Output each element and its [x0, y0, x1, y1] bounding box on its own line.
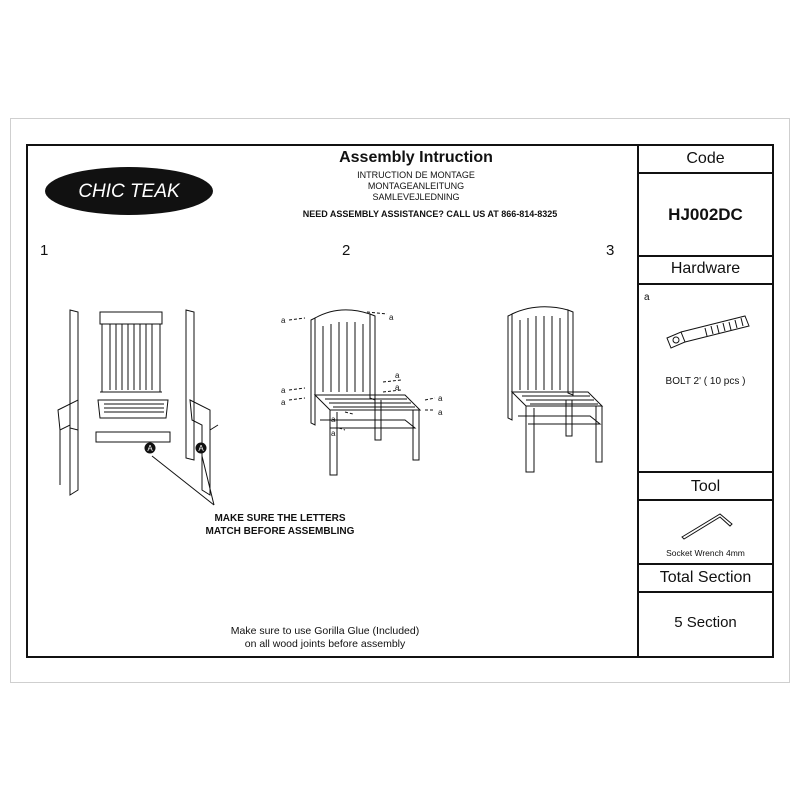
- code-value: HJ002DC: [668, 205, 743, 224]
- divider-code: [637, 172, 774, 174]
- step2-assembly-diagram: [275, 300, 455, 480]
- divider-tool-item: [637, 563, 774, 565]
- hardware-label: Hardware: [670, 260, 741, 277]
- subtitle-danish: SAMLEVEJLEDNING: [372, 192, 460, 202]
- chic-teak-logo: [44, 166, 214, 216]
- tool-label: Tool: [690, 478, 721, 495]
- hw-label-8: a: [438, 408, 443, 417]
- total-section-label: Total Section: [659, 569, 752, 586]
- divider-total: [637, 591, 774, 593]
- step3-finished-chair: [500, 300, 620, 480]
- glue-note-line1: Make sure to use Gorilla Glue (Included): [230, 625, 420, 637]
- divider-hardware-item: [637, 471, 774, 473]
- step1-exploded-chair: [50, 300, 230, 510]
- step-number-3: 3: [606, 242, 615, 259]
- subtitle-french: INTRUCTION DE MONTAGE: [357, 170, 475, 180]
- bolt-icon: [665, 312, 755, 352]
- divider-hardware: [637, 283, 774, 285]
- hw-label-6: a: [395, 383, 400, 392]
- subtitle-german: MONTAGEANLEITUNG: [367, 181, 465, 191]
- marker-a-left: [145, 443, 156, 454]
- divider-code-value: [637, 255, 774, 257]
- hardware-item: BOLT 2' ( 10 pcs ): [665, 376, 746, 387]
- socket-wrench-icon: [680, 510, 740, 540]
- marker-a-right-label: A: [198, 444, 204, 453]
- marker-a-left-label: A: [147, 444, 153, 453]
- hw-label-5: a: [395, 371, 400, 380]
- code-label: Code: [686, 150, 725, 167]
- hw-label-9: a: [331, 415, 336, 424]
- hw-label-4: a: [281, 398, 286, 407]
- total-section-value: 5 Section: [674, 614, 737, 631]
- step-number-1: 1: [40, 242, 49, 259]
- divider-tool: [637, 499, 774, 501]
- assistance-phone: NEED ASSEMBLY ASSISTANCE? CALL US AT 866-814-8325: [302, 209, 558, 219]
- page-title: Assembly Intruction: [339, 149, 493, 166]
- hw-label-10: a: [331, 429, 336, 438]
- hw-label-3: a: [281, 386, 286, 395]
- marker-a-right: [196, 443, 207, 454]
- hw-label-7: a: [438, 394, 443, 403]
- letters-note-line2: MATCH BEFORE ASSEMBLING: [205, 526, 355, 537]
- letters-note-line1: MAKE SURE THE LETTERS: [214, 513, 346, 524]
- step-number-2: 2: [342, 242, 351, 259]
- logo-text: CHIC TEAK: [78, 181, 180, 202]
- hardware-letter: a: [644, 292, 650, 303]
- hw-label-2: a: [389, 313, 394, 322]
- tool-item: Socket Wrench 4mm: [666, 548, 745, 558]
- glue-note-line2: on all wood joints before assembly: [244, 638, 406, 650]
- hw-label-1: a: [281, 316, 286, 325]
- pointer-arrows: [152, 456, 214, 505]
